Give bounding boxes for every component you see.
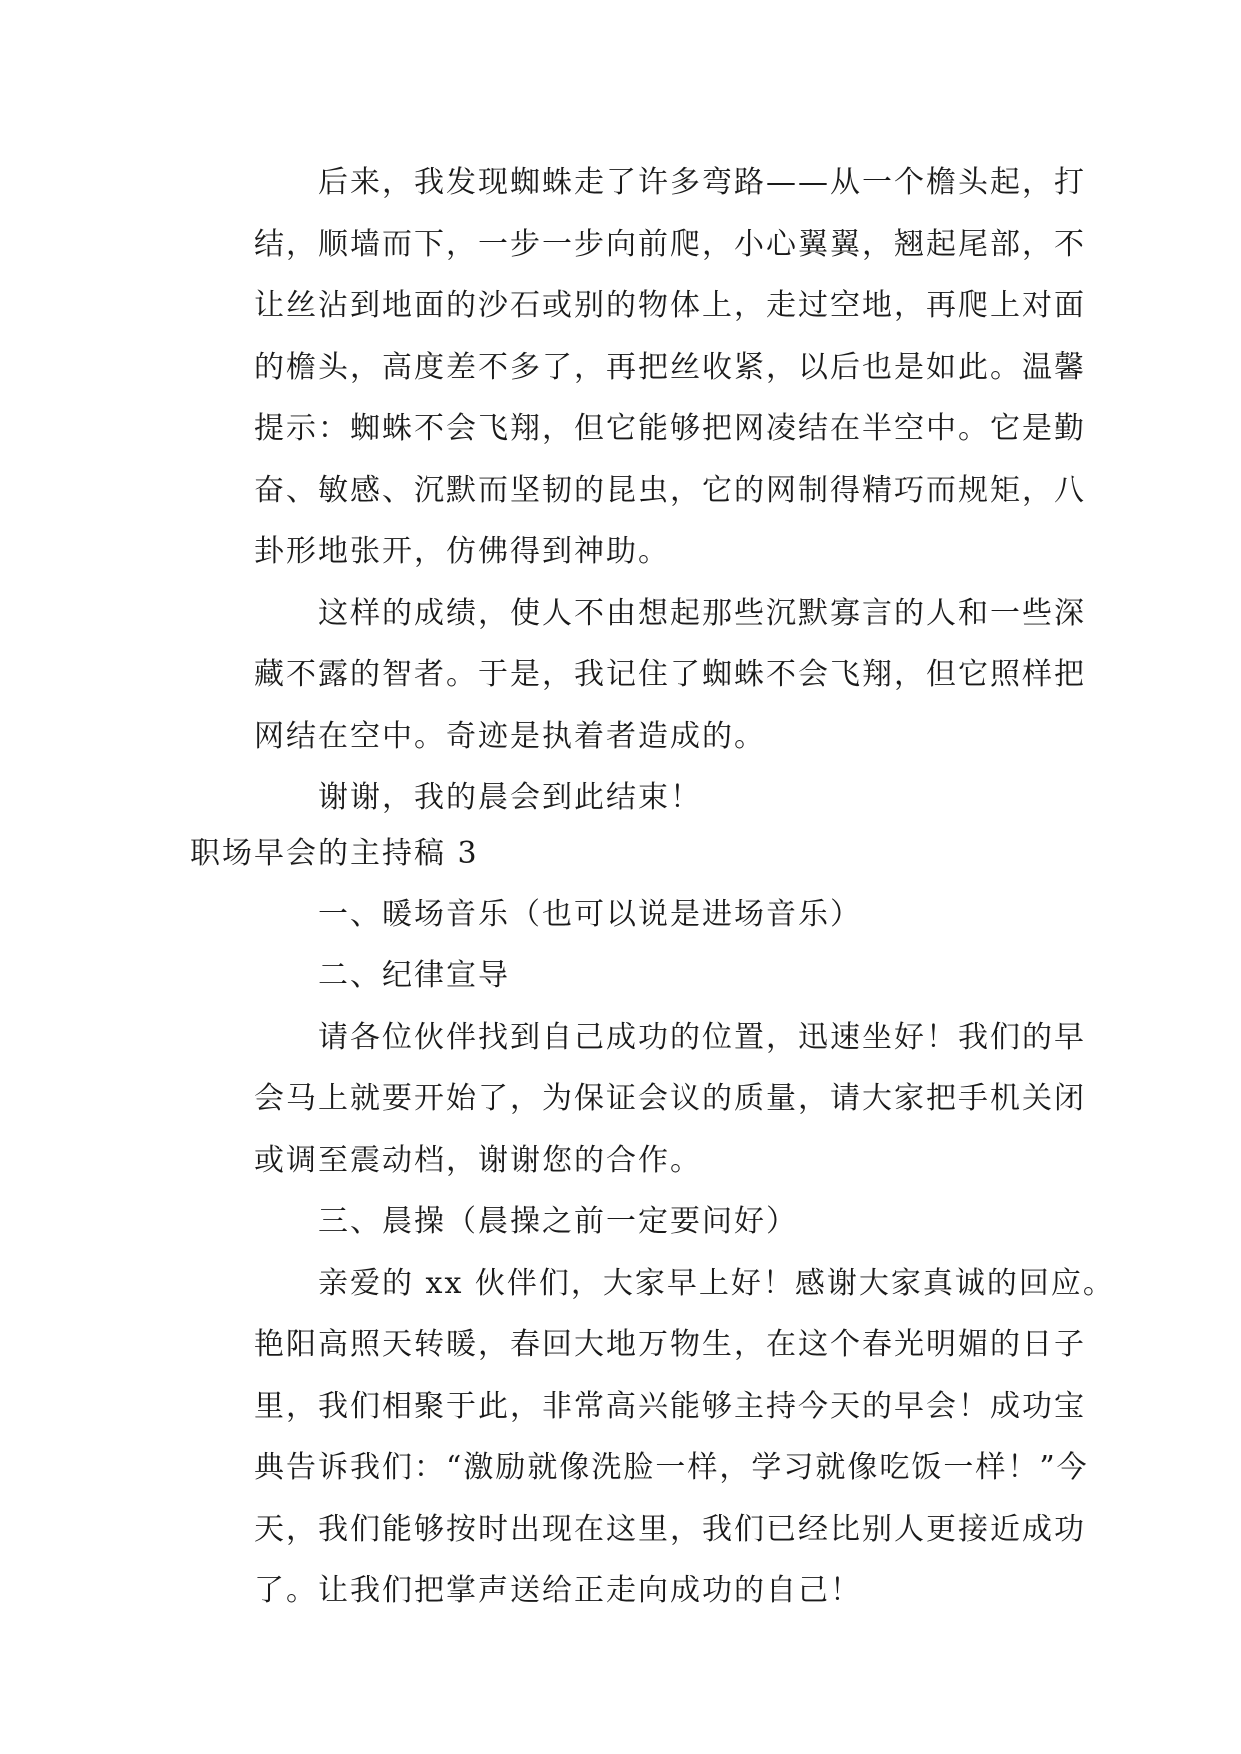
text-line: 奋、敏感、沉默而坚韧的昆虫，它的网制得精巧而规矩，八: [254, 472, 1086, 508]
section-title: [190, 829, 1050, 879]
text-line: 会马上就要开始了，为保证会议的质量，请大家把手机关闭: [254, 1081, 1086, 1116]
text-line: 三、晨操（晨操之前一定要问好）: [318, 1204, 798, 1239]
text-line: 让丝沾到地面的沙石或别的物体上，走过空地，再爬上对面: [254, 288, 1086, 323]
text-line: 里，我们相聚于此，非常高兴能够主持今天的早会！成功宝: [254, 1388, 1086, 1424]
text-line: 网结在空中。奇迹是执着者造成的。: [254, 718, 766, 754]
text-line: 的檐头，高度差不多了，再把丝收紧，以后也是如此。温馨: [254, 349, 1086, 385]
text-line: 卦形地张开，仿佛得到神助。: [254, 534, 670, 569]
text-line: 或调至震动档，谢谢您的合作。: [254, 1142, 702, 1178]
text-line: 后来，我发现蜘蛛走了许多弯路——从一个檐头起，打: [318, 165, 1086, 200]
text-line: 典告诉我们：“激励就像洗脸一样，学习就像吃饭一样！”今: [254, 1450, 1089, 1485]
paragraph-greeting: [190, 1253, 1115, 1622]
text-line: 提示：蜘蛛不会飞翔，但它能够把网凌结在半空中。它是勤: [254, 411, 1086, 446]
text-line: 藏不露的智者。于是，我记住了蜘蛛不会飞翔，但它照样把: [254, 657, 1086, 692]
paragraph-item-1: [190, 884, 1050, 946]
text-line: 一、暖场音乐（也可以说是进场音乐）: [318, 896, 862, 932]
paragraph-item-3: [190, 1191, 1050, 1253]
paragraph-achievement: [190, 583, 1086, 768]
text-line: 艳阳高照天转暖，春回大地万物生，在这个春光明媚的日子: [254, 1327, 1086, 1362]
text-line: 亲爱的 xx 伙伴们，大家早上好！感谢大家真诚的回应。: [318, 1265, 1115, 1301]
text-line: 谢谢，我的晨会到此结束！: [318, 780, 702, 815]
text-line: 了。让我们把掌声送给正走向成功的自己！: [254, 1573, 862, 1608]
paragraph-closing: [190, 767, 1050, 829]
text-line: 结，顺墙而下，一步一步向前爬，小心翼翼，翘起尾部，不: [254, 226, 1086, 262]
document-body: [190, 152, 1115, 1622]
text-line: 请各位伙伴找到自己成功的位置，迅速坐好！我们的早: [318, 1019, 1086, 1055]
text-line: 这样的成绩，使人不由想起那些沉默寡言的人和一些深: [318, 595, 1086, 631]
section-title-text: 职场早会的主持稿 3: [190, 835, 479, 871]
paragraph-discipline: [190, 1007, 1086, 1192]
paragraph-spider-detour: [190, 152, 1086, 583]
text-line: 天，我们能够按时出现在这里，我们已经比别人更接近成功: [254, 1511, 1086, 1547]
text-line: 二、纪律宣导: [318, 958, 510, 993]
paragraph-item-2: [190, 945, 1050, 1007]
